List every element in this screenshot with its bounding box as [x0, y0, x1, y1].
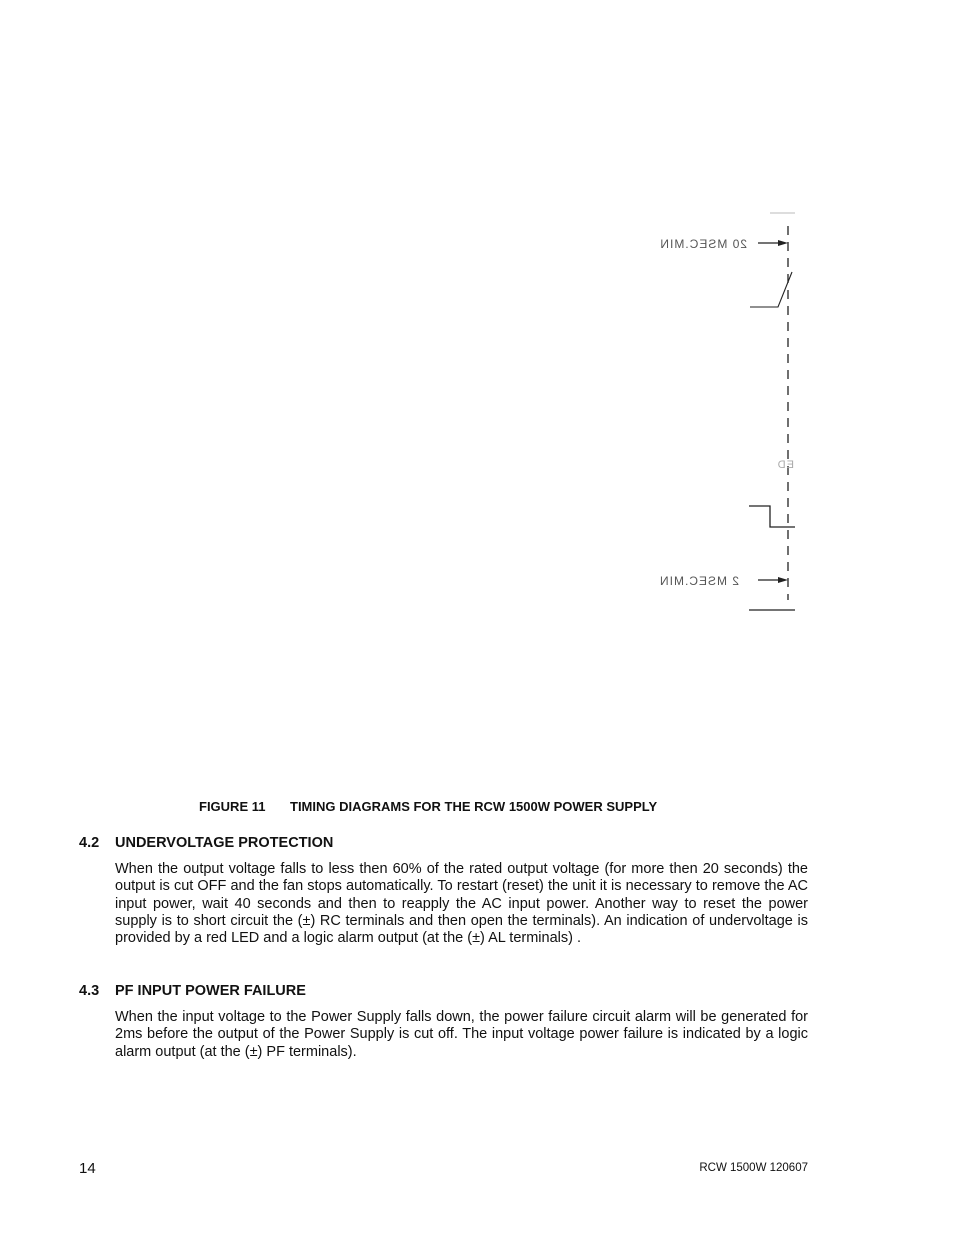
section-body-pf-input: When the input voltage to the Power Supply falls down, the power failure circuit alarm will be generated for 2ms before the output of the Power Supply is cut off. The input voltage power failure is indicated by a logic alarm output (at the (±) PF terminals).: [115, 1009, 808, 1060]
diagram-label-top: 20 MSEC.MIN: [659, 237, 747, 251]
diagram-label-bottom: 2 MSEC.MIN: [658, 574, 739, 588]
section-heading-undervoltage: [79, 835, 333, 851]
section-heading-pf-input: [79, 983, 306, 999]
diagram-arrowhead-bottom: [778, 577, 788, 583]
figure-number: FIGURE 11: [199, 799, 266, 814]
diagram-label-middle: ED: [776, 459, 794, 471]
figure-caption: [199, 799, 657, 814]
document-id: RCW 1500W 120607: [699, 1162, 808, 1174]
diagram-arrowhead-top: [778, 240, 788, 246]
section-title: PF INPUT POWER FAILURE: [115, 983, 306, 999]
page-number: 14: [79, 1160, 96, 1177]
figure-title: TIMING DIAGRAMS FOR THE RCW 1500W POWER SUPPLY: [290, 799, 658, 814]
section-number: 4.3: [79, 983, 100, 999]
section-number: 4.2: [79, 835, 100, 851]
section-body-undervoltage: When the output voltage falls to less then 60% of the rated output voltage (for more then 20 seconds) the output is cut OFF and the fan stops automatically. To restart (reset) the unit it is necessary to remove the AC input power, wait 40 seconds and then to reapply the AC input power. Another way to reset the power supply is to short circuit the (±) RC terminals and then open the terminals). An indication of undervoltage is provided by a red LED and a logic alarm output (at the (±) AL terminals) .: [115, 861, 808, 947]
section-title: UNDERVOLTAGE PROTECTION: [115, 835, 334, 851]
diagram-slope-trace: [750, 272, 792, 307]
